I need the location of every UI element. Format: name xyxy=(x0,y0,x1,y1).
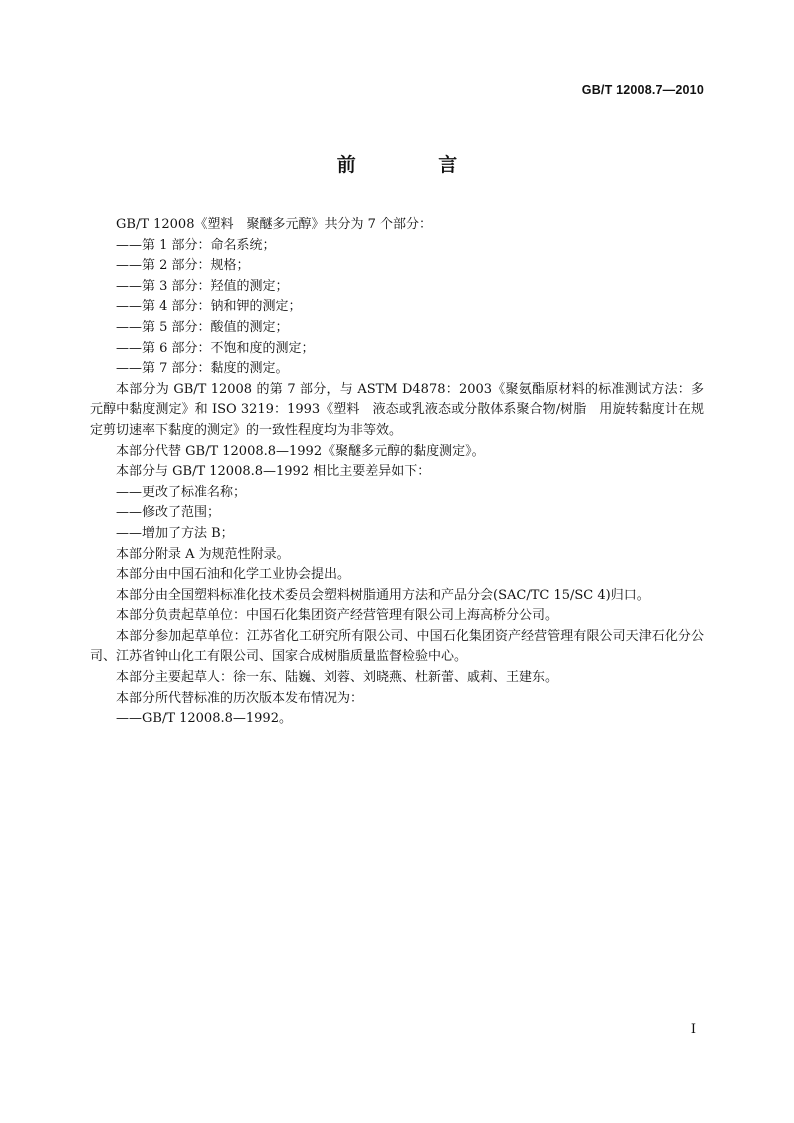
list-item: ——第 7 部分：黏度的测定。 xyxy=(116,361,289,377)
paragraph: GB/T 12008《塑料 聚醚多元醇》共分为 7 个部分： xyxy=(116,217,433,232)
paragraph: 本部分主要起草人：徐一东、陆巍、刘蓉、刘晓燕、杜新蕾、戚莉、王建东。 xyxy=(116,670,559,686)
list-item: ——GB/T 12008.8—1992。 xyxy=(116,711,292,727)
page-title: 前 言 xyxy=(336,154,496,176)
list-item: ——第 2 部分：规格； xyxy=(116,258,250,274)
paragraph: 本部分所代替标准的历次版本发布情况为： xyxy=(116,690,364,706)
list-item: ——修改了范围； xyxy=(116,505,221,521)
paragraph: 本部分由全国塑料标准化技术委员会塑料树脂通用方法和产品分会(SAC/TC 15/SC 4)归口。 xyxy=(116,587,650,603)
paragraph: 本部分参加起草单位：江苏省化工研究所有限公司、中国石化集团资产经营管理有限公司天津石化分公司、江苏省钟山化工有限公司、国家合成树脂质量监督检验中心。 xyxy=(90,628,704,665)
standard-number: GB/T 12008.7—2010 xyxy=(581,83,704,97)
list-item: ——第 1 部分：命名系统； xyxy=(116,237,276,253)
list-item: ——第 6 部分：不饱和度的测定； xyxy=(116,340,315,356)
list-item: ——第 4 部分：钠和钾的测定； xyxy=(116,299,302,315)
paragraph: 本部分代替 GB/T 12008.8—1992《聚醚多元醇的黏度测定》。 xyxy=(116,443,485,459)
paragraph: 本部分附录 A 为规范性附录。 xyxy=(116,546,290,562)
paragraph: 本部分为 GB/T 12008 的第 7 部分，与 ASTM D4878：2003《聚氨酯原材料的标准测试方法：多元醇中黏度测定》和 ISO 3219：1993《塑料 液态或乳液态或分散体系聚合物/树脂 用旋转黏度计在规定剪切速率下黏度的测定》的一致性程度均为非等效。 xyxy=(90,381,704,438)
paragraph: 本部分由中国石油和化学工业协会提出。 xyxy=(116,567,351,583)
page-number: I xyxy=(690,1022,696,1037)
list-item: ——更改了标准名称； xyxy=(116,484,247,500)
foreword-body xyxy=(90,215,704,730)
paragraph: 本部分与 GB/T 12008.8—1992 相比主要差异如下： xyxy=(116,464,431,480)
list-item: ——增加了方法 B； xyxy=(116,525,234,541)
paragraph: 本部分负责起草单位：中国石化集团资产经营管理有限公司上海高桥分公司。 xyxy=(116,608,559,624)
list-item: ——第 5 部分：酸值的测定； xyxy=(116,319,289,335)
list-item: ——第 3 部分：羟值的测定； xyxy=(116,278,289,294)
